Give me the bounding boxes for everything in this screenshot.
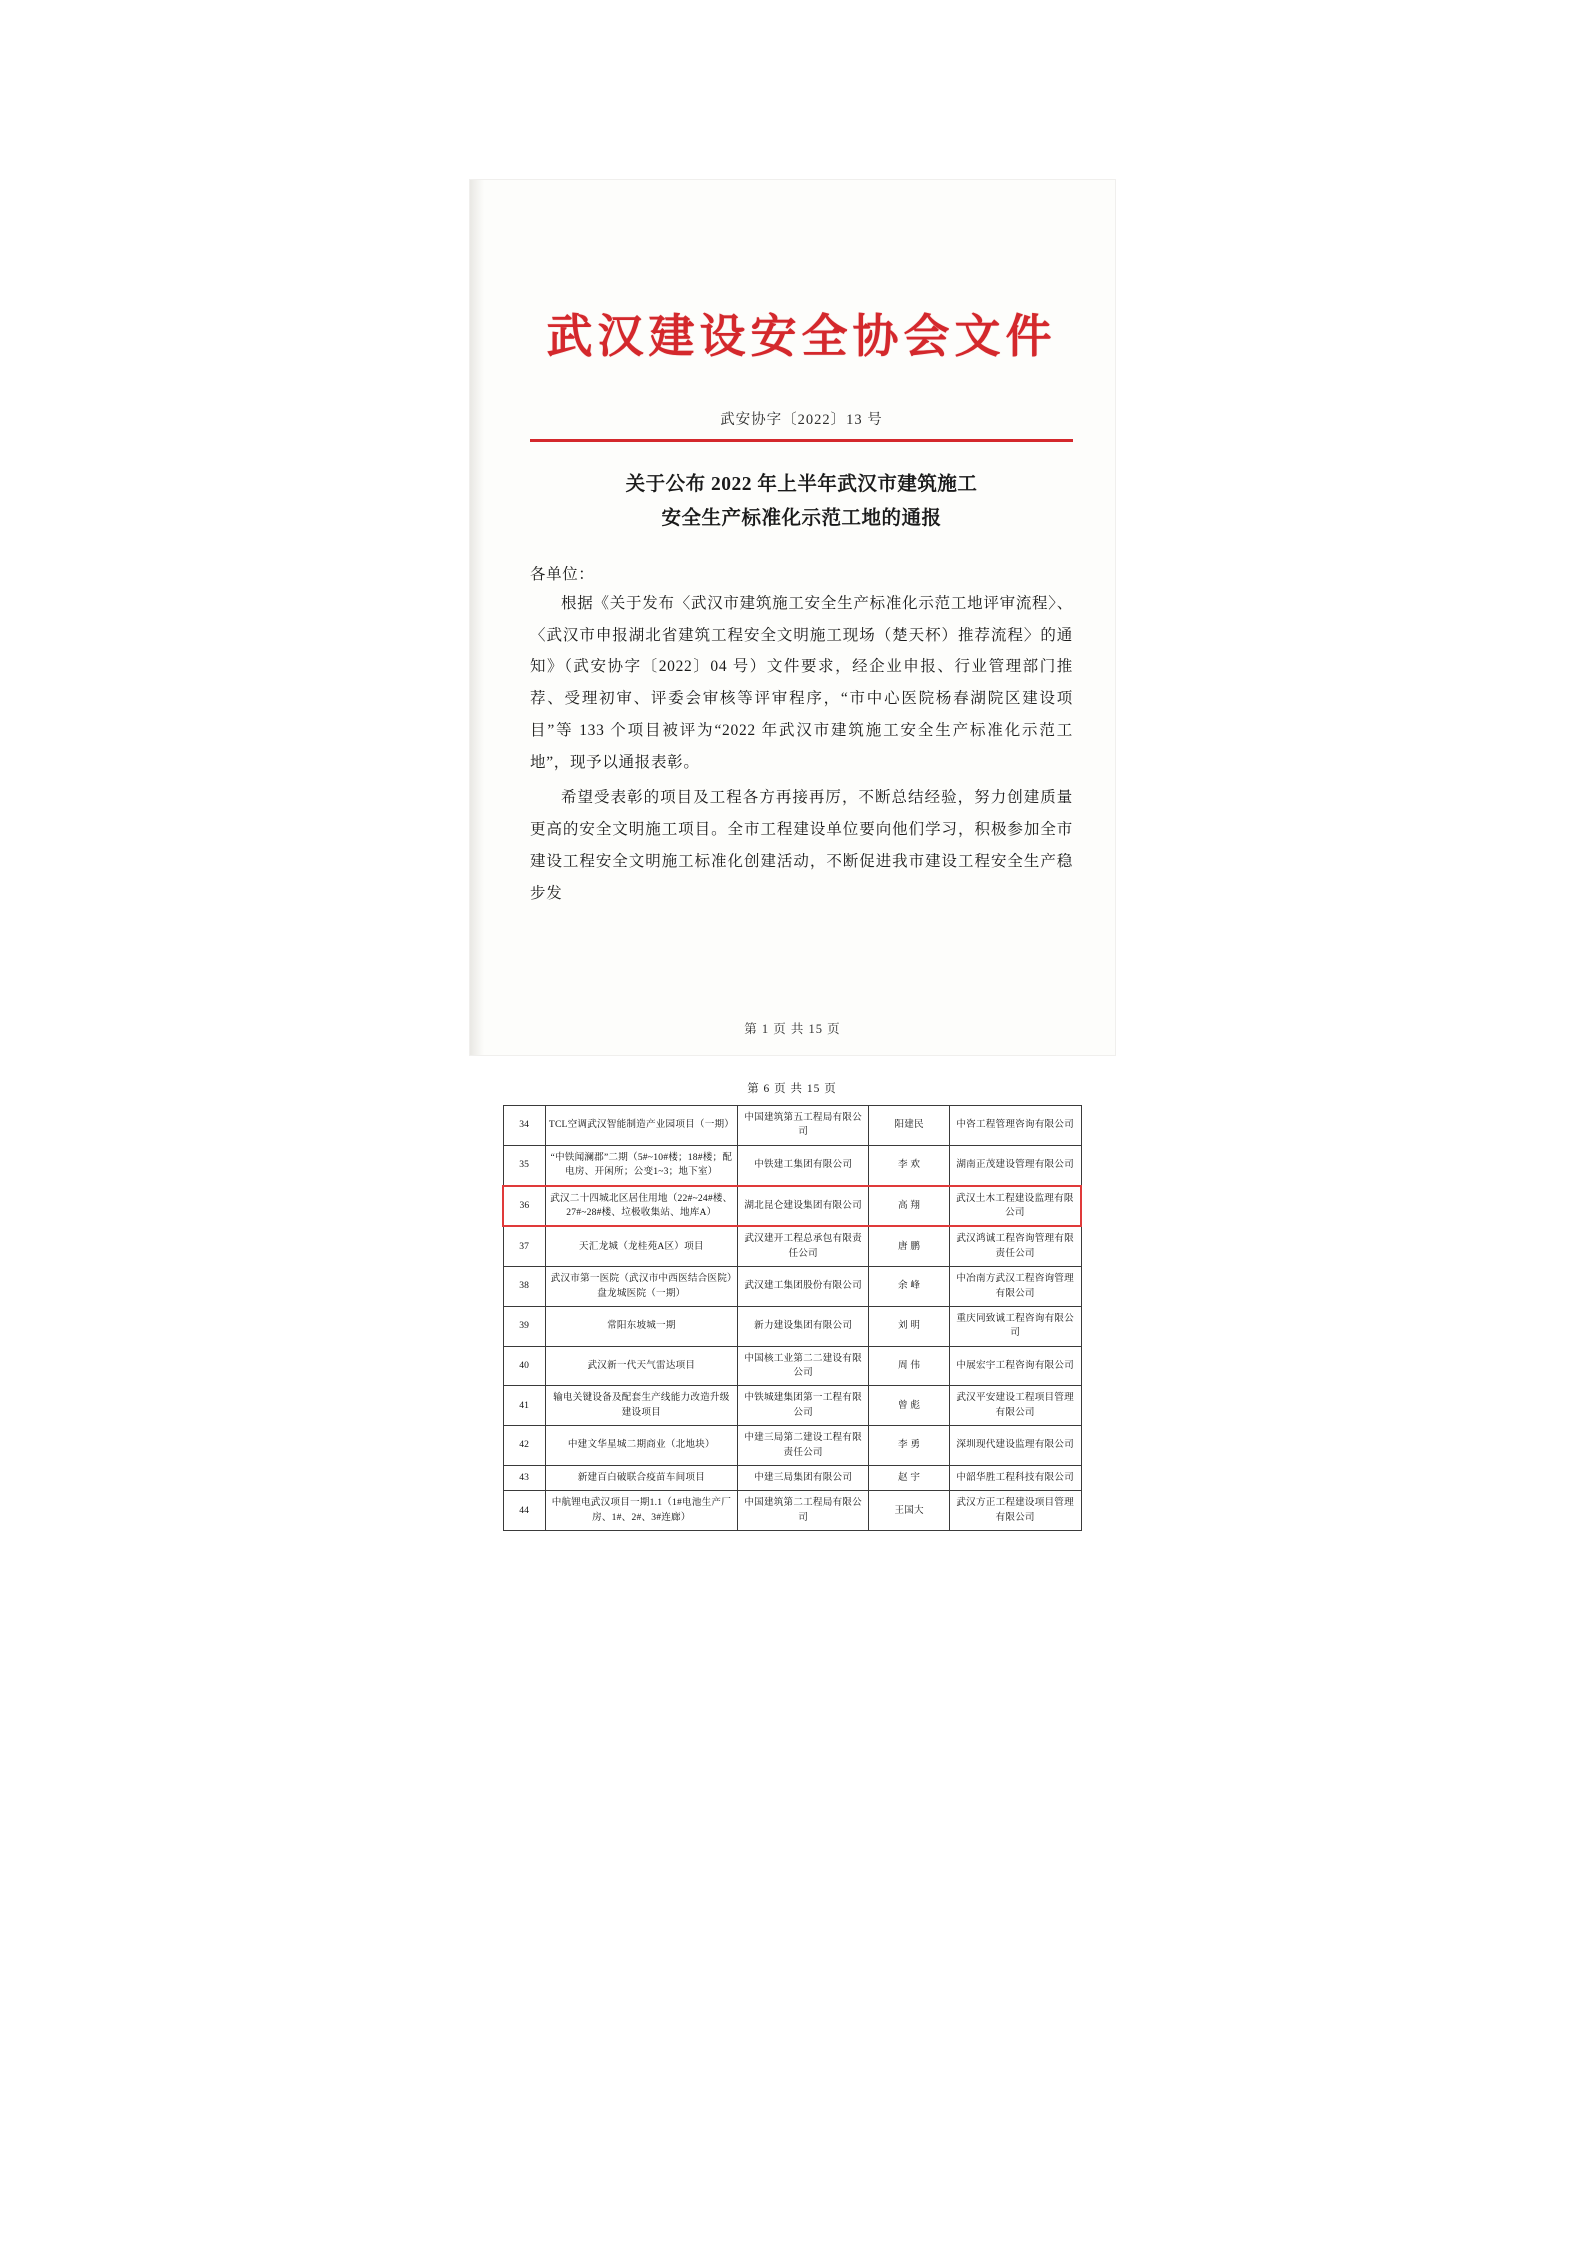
row-number: 38 [503,1267,545,1307]
table-row [503,1386,1081,1426]
builder-company: 新力建设集团有限公司 [737,1306,869,1346]
builder-company: 武汉建工集团股份有限公司 [737,1267,869,1307]
supervision-company: 武汉鸿诚工程咨询管理有限责任公司 [949,1226,1081,1266]
responsible-person: 王国大 [869,1491,949,1531]
table-row [503,1491,1081,1531]
row-number: 42 [503,1426,545,1466]
project-name: 中航锂电武汉项目一期1.1（1#电池生产厂房、1#、2#、3#连廊） [545,1491,737,1531]
project-name: 新建百白破联合疫苗车间项目 [545,1466,737,1491]
document-page-1 [470,180,1115,1055]
project-name: 天汇龙城（龙桂苑A区）项目 [545,1226,737,1266]
builder-company: 中铁建工集团有限公司 [737,1145,869,1185]
responsible-person: 李 欢 [869,1145,949,1185]
row-number: 37 [503,1226,545,1266]
table-row [503,1306,1081,1346]
table-row [503,1426,1081,1466]
supervision-company: 武汉土木工程建设监理有限公司 [949,1186,1081,1227]
table-row [503,1106,1081,1146]
table-row [503,1186,1081,1227]
document-paragraph-1: 根据《关于发布〈武汉市建筑施工安全生产标准化示范工地评审流程〉、〈武汉市申报湖北省建筑工程安全文明施工现场（楚天杯）推荐流程〉的通知》（武安协字〔2022〕04 号）文件要求，经企业申报、行业管理部门推荐、受理初审、评委会审核等评审程序，“市中心医院杨春湖院区建设项目”等 133 个项目被评为“2022 年武汉市建筑施工安全生产标准化示范工地”，现予以通报表彰。 [530,594,1073,771]
project-name: 武汉二十四城北区居住用地（22#~24#楼、27#~28#楼、垃极收集站、地库A） [545,1186,737,1227]
project-name: TCL空调武汉智能制造产业园项目（一期） [545,1106,737,1146]
supervision-company: 中咨工程管理咨询有限公司 [949,1106,1081,1146]
builder-company: 中国核工业第二二建设有限公司 [737,1346,869,1386]
responsible-person: 李 勇 [869,1426,949,1466]
supervision-company: 深圳现代建设监理有限公司 [949,1426,1081,1466]
responsible-person: 周 伟 [869,1346,949,1386]
row-number: 39 [503,1306,545,1346]
project-name: 武汉市第一医院（武汉市中西医结合医院）盘龙城医院（一期） [545,1267,737,1307]
responsible-person: 曾 彪 [869,1386,949,1426]
page-2-footer: 第 6 页 共 15 页 [747,1083,837,1095]
supervision-company: 中冶南方武汉工程咨询管理有限公司 [949,1267,1081,1307]
document-title [530,468,1073,536]
project-name: 武汉新一代天气雷达项目 [545,1346,737,1386]
builder-company: 中国建筑第二工程局有限公司 [737,1491,869,1531]
supervision-company: 中展宏宇工程咨询有限公司 [949,1346,1081,1386]
award-projects-table [502,1105,1082,1531]
responsible-person: 高 翔 [869,1186,949,1227]
supervision-company: 重庆同致诚工程咨询有限公司 [949,1306,1081,1346]
builder-company: 中铁城建集团第一工程有限公司 [737,1386,869,1426]
row-number: 34 [503,1106,545,1146]
supervision-company: 中韶华胜工程科技有限公司 [949,1466,1081,1491]
builder-company: 湖北昆仑建设集团有限公司 [737,1186,869,1227]
builder-company: 中国建筑第五工程局有限公司 [737,1106,869,1146]
responsible-person: 赵 宇 [869,1466,949,1491]
supervision-company: 武汉方正工程建设项目管理有限公司 [949,1491,1081,1531]
table-row [503,1346,1081,1386]
red-divider-rule [530,439,1073,442]
responsible-person: 刘 明 [869,1306,949,1346]
responsible-person: 唐 鹏 [869,1226,949,1266]
document-salutation: 各单位： [530,565,595,583]
award-table-body [503,1106,1081,1531]
page-1-footer: 第 1 页 共 15 页 [744,1022,841,1036]
table-row [503,1226,1081,1266]
row-number: 41 [503,1386,545,1426]
document-masthead: 武汉建设安全协会文件 [546,311,1057,362]
document-number: 武安协字〔2022〕13 号 [720,412,883,428]
project-name: “中铁闻澜郡”二期（5#~10#楼；18#楼；配电房、开闲所；公变1~3；地下室） [545,1145,737,1185]
row-number: 44 [503,1491,545,1531]
document-paragraph-2: 希望受表彰的项目及工程各方再接再厉，不断总结经验，努力创建质量更高的安全文明施工项目。全市工程建设单位要向他们学习，积极参加全市建设工程安全文明施工标准化创建活动，不断促进我市建设工程安全生产稳步发 [530,789,1073,902]
responsible-person: 余 峰 [869,1267,949,1307]
page-1-content [530,230,1073,1035]
table-row [503,1145,1081,1185]
supervision-company: 武汉平安建设工程项目管理有限公司 [949,1386,1081,1426]
builder-company: 中建三局集团有限公司 [737,1466,869,1491]
project-name: 常阳东坡城一期 [545,1306,737,1346]
project-name: 中建文华星城二期商业（北地块） [545,1426,737,1466]
responsible-person: 阳建民 [869,1106,949,1146]
supervision-company: 湖南正茂建设管理有限公司 [949,1145,1081,1185]
builder-company: 武汉建开工程总承包有限责任公司 [737,1226,869,1266]
table-row [503,1267,1081,1307]
row-number: 36 [503,1186,545,1227]
table-row [503,1466,1081,1491]
document-page-2 [470,1080,1115,2140]
row-number: 43 [503,1466,545,1491]
project-name: 输电关键设备及配套生产线能力改造升级建设项目 [545,1386,737,1426]
builder-company: 中建三局第二建设工程有限责任公司 [737,1426,869,1466]
document-title-line-1: 关于公布 2022 年上半年武汉市建筑施工 [625,473,978,495]
row-number: 35 [503,1145,545,1185]
row-number: 40 [503,1346,545,1386]
document-title-line-2: 安全生产标准化示范工地的通报 [661,507,942,529]
